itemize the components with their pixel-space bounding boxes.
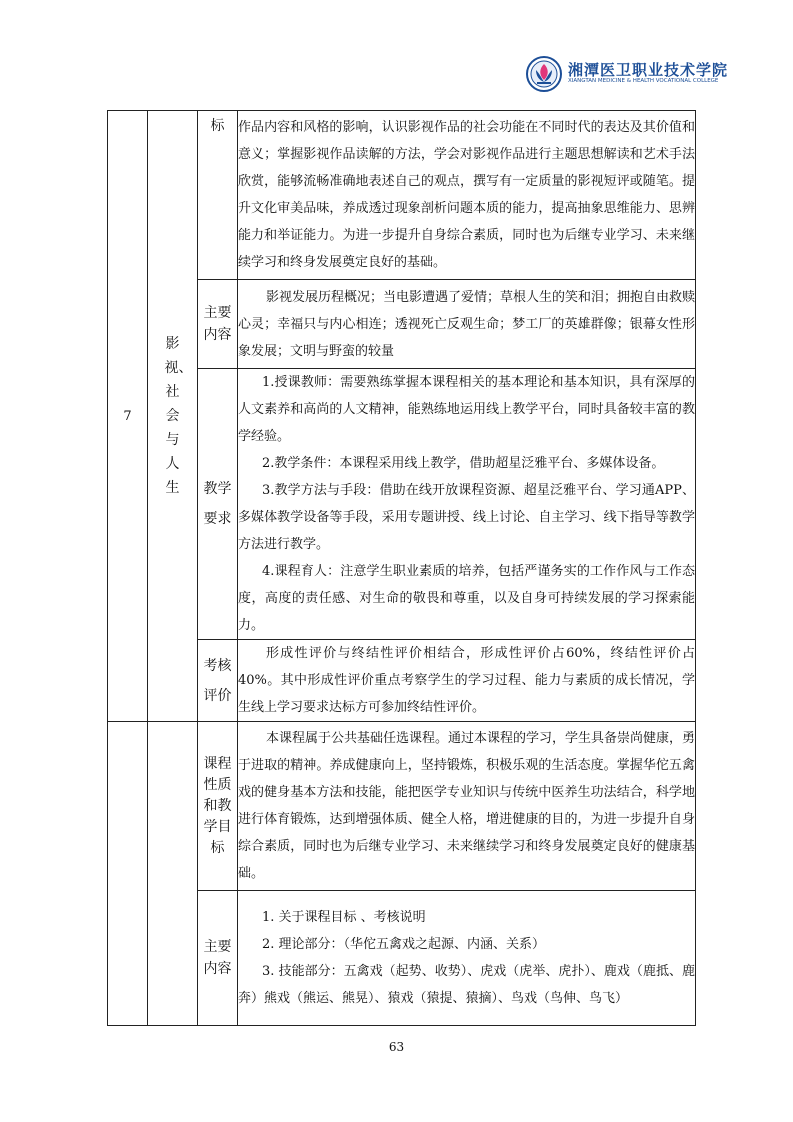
course-name-cell [148,111,198,722]
content-label: 主要内容 [198,280,238,369]
requirement-item: 2.教学条件：本课程采用线上教学，借助超星泛雅平台、多媒体设备。 [262,456,665,471]
requirements-label: 教学要求 [198,369,238,640]
content-cell [238,280,696,369]
row-number: 7 [108,111,148,722]
content-item: 3. 技能部分：五禽戏（起势、收势）、虎戏（虎举、虎扑）、鹿戏（鹿抵、鹿奔）熊戏（熊运、熊晃）、猿戏（猿提、猿摘）、鸟戏（鸟伸、鸟飞） [238,964,695,1006]
requirements-cell [238,369,696,640]
content-item: 2. 理论部分：（华佗五禽戏之起源、内涵、关系） [262,937,546,952]
course-table [107,110,696,1026]
content-text: 影视发展历程概况；当电影遭遇了爱情；草根人生的笑和泪；拥抱自由救赎心灵；幸福只与内心相连；透视死亡反观生命；梦工厂的英雄群像；银幕女性形象发展；文明与野蛮的较量 [238,289,696,359]
row-number-empty [108,722,148,1026]
requirement-item: 1.授课教师：需要熟练掌握本课程相关的基本理论和基本知识，具有深厚的人文素养和高尚的人文精神，能熟练地运用线上教学平台，同时具备较丰富的教学经验。 [238,375,695,444]
objective-label: 标 [198,111,238,280]
college-logo [526,56,756,96]
assessment-text: 形成性评价与终结性评价相结合，形成性评价占60%，终结性评价占40%。其中形成性评价重点考察学生的学习过程、能力与素质的成长情况，学生线上学习要求达标方可参加终结性评价。 [238,646,695,715]
requirement-item: 3.教学方法与手段：借助在线开放课程资源、超星泛雅平台、学习通APP、多媒体教学设备等手段，采用专题讲授、线上讨论、自主学习、线下指导等教学方法进行教学。 [238,483,695,552]
content-cell-2 [238,891,696,1026]
assessment-cell [238,640,696,722]
objective-text: 作品内容和风格的影响，认识影视作品的社会功能在不同时代的表达及其价值和意义；掌握影视作品读解的方法，学会对影视作品进行主题思想解读和艺术手法欣赏，能够流畅准确地表述自己的观点，撰写有一定质量的影视短评或随笔。提升文化审美品味，养成透过现象剖析问题本质的能力，提高抽象思维能力、思辨能力和举证能力。为进一步提升自身综合素质，同时也为后继专业学习、未来继续学习和终身发展奠定良好的基础。 [238,120,695,270]
nature-text: 本课程属于公共基础任选课程。通过本课程的学习，学生具备崇尚健康，勇于进取的精神。养成健康向上，坚持锻炼，积极乐观的生活态度。掌握华佗五禽戏的健身基本方法和技能，能把医学专业知识与传统中医养生功法结合，科学地进行体育锻炼，达到增强体质、健全人格，增进健康的目的，为进一步提升自身综合素质，同时也为后继专业学习、未来继续学习和终身发展奠定良好的健康基础。 [238,731,696,881]
table-row [108,111,696,280]
table-row [108,722,696,891]
college-name-en: XIANGTAN MEDICINE & HEALTH VOCATIONAL COLLEGE [568,78,719,84]
college-name: 湘潭医卫职业技术学院 [568,61,729,79]
assessment-label: 考核评价 [198,640,238,722]
content-label-2: 主要内容 [198,891,238,1026]
course-name: 影视、社会与人生 [164,336,193,496]
content-item: 1. 关于课程目标 、考核说明 [262,910,426,925]
nature-label: 课程性质和教学目标 [198,722,238,891]
nature-cell [238,722,696,891]
course-name-empty [148,722,198,1026]
college-emblem-icon [526,56,562,92]
requirement-item: 4.课程育人：注意学生职业素质的培养，包括严谨务实的工作作风与工作态度，高度的责任感、对生命的敬畏和尊重，以及自身可持续发展的学习探索能力。 [238,564,695,633]
objective-cell [238,111,696,280]
page-number: 63 [388,1040,405,1054]
